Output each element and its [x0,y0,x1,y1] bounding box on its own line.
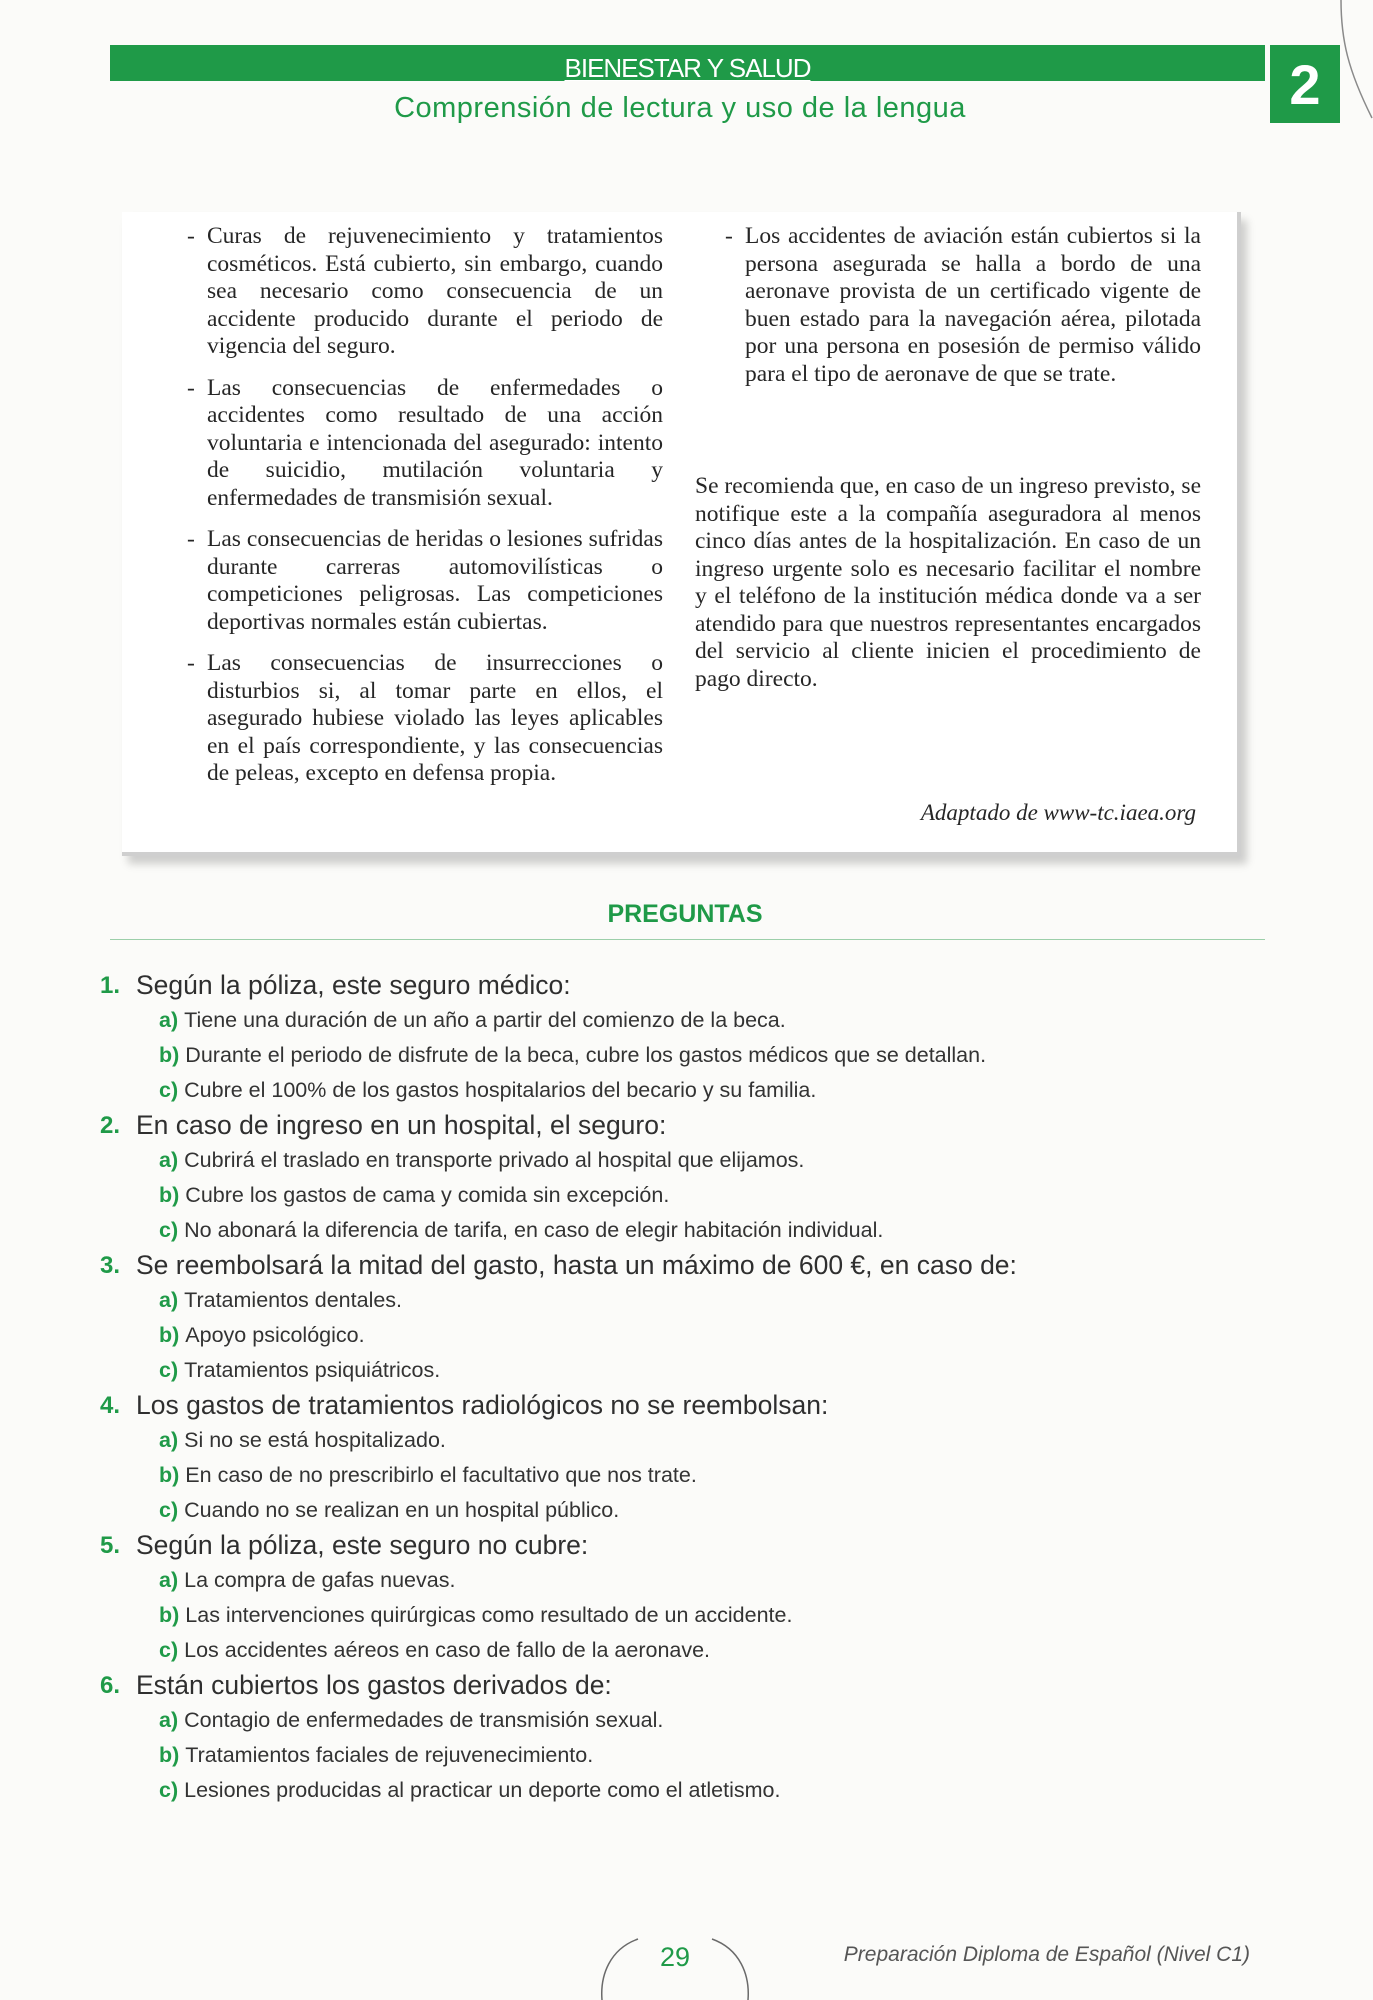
option-letter: a) [159,1428,179,1452]
option-letter: c) [159,1358,179,1382]
answer-option[interactable] [100,1493,1280,1528]
answer-option[interactable] [100,1038,1280,1073]
option-letter: a) [159,1148,179,1172]
reading-right-paragraph [695,473,1201,693]
question [100,1388,1280,1528]
option-letter: b) [159,1183,180,1207]
questions-heading: PREGUNTAS [607,900,763,928]
answer-option[interactable] [100,1703,1280,1738]
answer-option[interactable] [100,1178,1280,1213]
answer-option[interactable] [100,1143,1280,1178]
option-letter: a) [159,1568,179,1592]
answer-option[interactable] [100,1073,1280,1108]
answer-option[interactable] [100,1213,1280,1248]
option-letter: a) [159,1708,179,1732]
hospitalization-paragraph: Se recomienda que, en caso de un ingreso previsto, se notifique este a la compañía aseguradora al menos cinco días antes de la hospitalización. En caso de un ingreso urgente solo es necesario facilitar el nombre y el teléfono de la institución médica donde va a ser atendido para que nuestros representantes encargados del servicio al cliente inicien el procedimiento de pago directo. [695,473,1201,692]
answer-option[interactable] [100,1003,1280,1038]
answer-option[interactable] [100,1633,1280,1668]
question-number: 2. [100,1112,121,1139]
exclusion-item: - Las consecuencias de insurrecciones o disturbios si, al tomar parte en ellos, el asegurado hubiese violado las leyes aplicables en el país correspondiente, y las consecuencias de peleas, excepto en defensa propia. [185,650,663,788]
reading-right-column [723,223,1201,402]
questions-list [100,968,1280,1808]
question [100,1668,1280,1808]
option-letter: b) [159,1743,180,1767]
option-text: En caso de no prescribirlo el facultativo que nos trate. [185,1463,697,1487]
question-text: Según la póliza, este seguro médico: [136,970,571,1000]
corner-curve-decoration [1338,0,1373,130]
question-text: En caso de ingreso en un hospital, el seguro: [136,1110,667,1140]
option-letter: c) [159,1638,179,1662]
option-letter: b) [159,1323,180,1347]
answer-option[interactable] [100,1458,1280,1493]
questions-divider [110,939,1265,940]
option-text: Tiene una duración de un año a partir del comienzo de la beca. [184,1008,786,1032]
option-text: Apoyo psicológico. [185,1323,365,1347]
question [100,1108,1280,1248]
answer-option[interactable] [100,1738,1280,1773]
question-text: Los gastos de tratamientos radiológicos no se reembolsan: [136,1390,829,1420]
question-text: Se reembolsará la mitad del gasto, hasta un máximo de 600 €, en caso de: [136,1250,1017,1280]
page-subtitle: Comprensión de lectura y uso de la lengua [394,92,966,124]
question-number: 1. [100,972,121,999]
question [100,968,1280,1108]
exclusion-item: - Las consecuencias de enfermedades o accidentes como resultado de una acción voluntaria e intencionada del asegurado: intento de suicidio, mutilación voluntaria y enfermedades de transmisión sexual. [185,375,663,513]
option-letter: c) [159,1778,179,1802]
option-text: Tratamientos faciales de rejuvenecimiento. [185,1743,594,1767]
answer-option[interactable] [100,1773,1280,1808]
exclusion-item: - Las consecuencias de heridas o lesiones sufridas durante carreras automovilísticas o competiciones peligrosas. Las competiciones deportivas normales están cubiertas. [185,526,663,636]
exclusion-item: - Curas de rejuvenecimiento y tratamientos cosméticos. Está cubierto, sin embargo, cuando sea necesario como consecuencia de un accidente producido durante el periodo de vigencia del seguro. [185,223,663,361]
section-title: BIENESTAR Y SALUD [564,53,811,83]
page-number: 29 [659,1942,691,1972]
question-number: 5. [100,1532,121,1559]
option-text: No abonará la diferencia de tarifa, en caso de elegir habitación individual. [184,1218,884,1242]
reading-left-column [185,223,663,802]
option-text: Lesiones producidas al practicar un deporte como el atletismo. [184,1778,781,1802]
option-letter: b) [159,1463,180,1487]
answer-option[interactable] [100,1353,1280,1388]
option-letter: b) [159,1043,180,1067]
question-number: 6. [100,1672,121,1699]
question-number: 3. [100,1252,121,1279]
answer-option[interactable] [100,1283,1280,1318]
option-letter: c) [159,1218,179,1242]
option-text: Cubre el 100% de los gastos hospitalarios del becario y su familia. [184,1078,817,1102]
option-text: Tratamientos psiquiátricos. [184,1358,441,1382]
option-text: Si no se está hospitalizado. [184,1428,446,1452]
book-title-footer: Preparación Diploma de Español (Nivel C1) [843,1943,1250,1966]
answer-option[interactable] [100,1563,1280,1598]
option-text: Los accidentes aéreos en caso de fallo de la aeronave. [184,1638,711,1662]
question-number: 4. [100,1392,121,1419]
option-text: Durante el periodo de disfrute de la beca, cubre los gastos médicos que se detallan. [185,1043,987,1067]
answer-option[interactable] [100,1423,1280,1458]
question-text: Están cubiertos los gastos derivados de: [136,1670,612,1700]
option-text: Cubrirá el traslado en transporte privado al hospital que elijamos. [184,1148,805,1172]
option-letter: c) [159,1498,179,1522]
chapter-number-badge: 2 [1270,45,1340,123]
question [100,1528,1280,1668]
option-text: La compra de gafas nuevas. [184,1568,456,1592]
source-citation: Adaptado de www-tc.iaea.org [920,800,1196,825]
option-text: Cuando no se realizan en un hospital público. [184,1498,620,1522]
option-text: Tratamientos dentales. [184,1288,403,1312]
exclusion-item: - Los accidentes de aviación están cubiertos si la persona asegurada se halla a bordo de una aeronave provista de un certificado vigente de buen estado para la navegación aérea, pilotada por una persona en posesión de permiso válido para el tipo de aeronave de que se trate. [723,223,1201,388]
option-letter: a) [159,1288,179,1312]
option-text: Cubre los gastos de cama y comida sin excepción. [185,1183,670,1207]
option-letter: b) [159,1603,180,1627]
answer-option[interactable] [100,1598,1280,1633]
option-letter: c) [159,1078,179,1102]
option-text: Las intervenciones quirúrgicas como resultado de un accidente. [185,1603,793,1627]
option-text: Contagio de enfermedades de transmisión sexual. [184,1708,664,1732]
question-text: Según la póliza, este seguro no cubre: [136,1530,589,1560]
answer-option[interactable] [100,1318,1280,1353]
option-letter: a) [159,1008,179,1032]
question [100,1248,1280,1388]
